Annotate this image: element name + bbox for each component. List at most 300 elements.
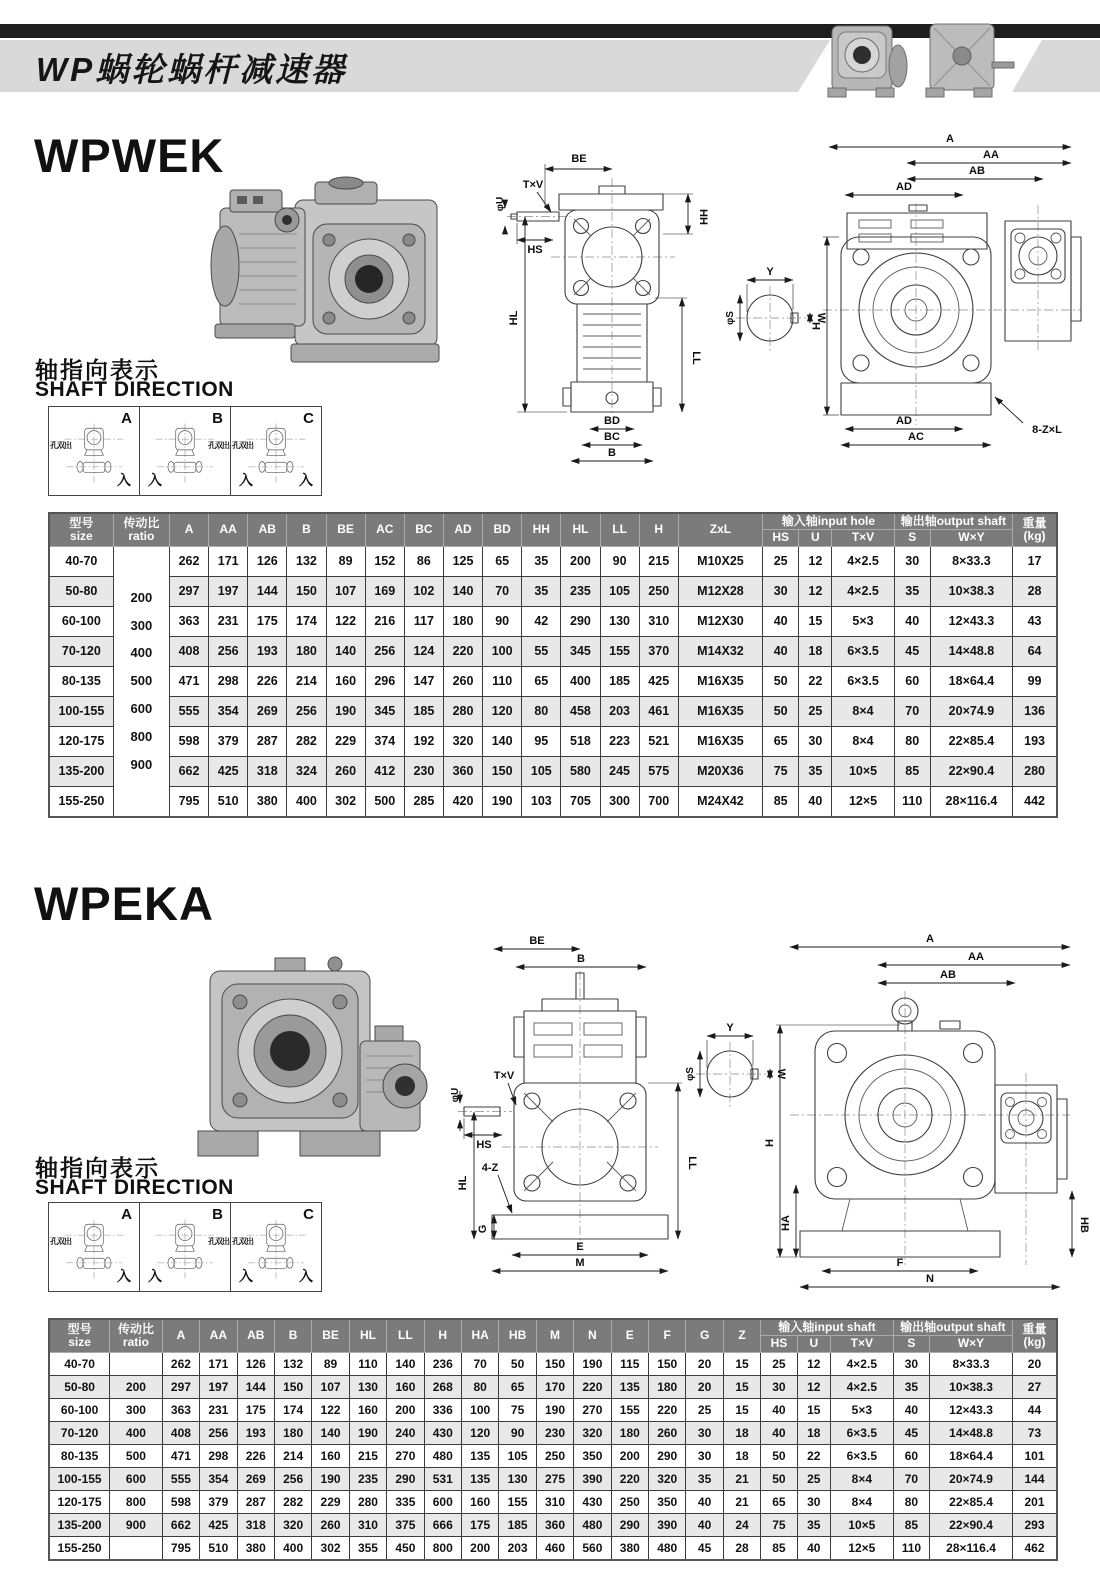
table-cell: 10×38.3 bbox=[930, 1375, 1013, 1398]
table-row bbox=[49, 606, 1057, 636]
table-cell: 256 bbox=[287, 696, 326, 726]
table-cell: 171 bbox=[209, 546, 248, 576]
wpwek-side-view-drawing bbox=[811, 133, 1085, 458]
table-cell: 666 bbox=[424, 1513, 461, 1536]
table-cell: 380 bbox=[248, 786, 287, 817]
dim-column-header: BD bbox=[483, 513, 522, 546]
output-sub-header: S bbox=[894, 530, 930, 546]
table-cell: 95 bbox=[522, 726, 561, 756]
size-cell: 40-70 bbox=[49, 1352, 110, 1375]
table-cell: 22×85.4 bbox=[930, 1490, 1013, 1513]
input-sub-header: T×V bbox=[830, 1336, 893, 1352]
table-cell: 40 bbox=[761, 1398, 797, 1421]
table-cell: 28 bbox=[1013, 576, 1057, 606]
dim-label-hs: HS bbox=[527, 244, 543, 256]
table-cell: 480 bbox=[649, 1536, 686, 1560]
table-cell: 302 bbox=[312, 1536, 349, 1560]
table-cell: 28 bbox=[723, 1536, 760, 1560]
table-cell: 197 bbox=[200, 1375, 237, 1398]
input-label: 入 bbox=[148, 1268, 162, 1284]
table-cell: 30 bbox=[799, 726, 832, 756]
table-cell: 40 bbox=[893, 1398, 929, 1421]
size-cell: 60-100 bbox=[49, 1398, 110, 1421]
table-cell: 296 bbox=[365, 666, 404, 696]
dim-column-header: B bbox=[287, 513, 326, 546]
table-cell: 160 bbox=[312, 1444, 349, 1467]
dim-label-n: N bbox=[926, 1273, 934, 1285]
table-cell: 231 bbox=[209, 606, 248, 636]
table-cell: 102 bbox=[404, 576, 443, 606]
size-cell: 50-80 bbox=[49, 1375, 110, 1398]
table-cell: 30 bbox=[797, 1490, 830, 1513]
table-cell: M12X30 bbox=[678, 606, 762, 636]
dim-label-h: H bbox=[764, 1139, 776, 1147]
table-cell: 50 bbox=[763, 696, 799, 726]
table-cell: 287 bbox=[237, 1490, 274, 1513]
table-cell: 280 bbox=[349, 1490, 386, 1513]
dim-column-header: H bbox=[424, 1319, 461, 1352]
table-cell: 280 bbox=[1013, 756, 1057, 786]
section-title-wpeka: WPEKA bbox=[34, 877, 214, 930]
table-cell: 290 bbox=[649, 1444, 686, 1467]
table-cell: 75 bbox=[761, 1513, 797, 1536]
table-row bbox=[49, 1536, 1057, 1560]
table-cell: 5×3 bbox=[830, 1398, 893, 1421]
table-cell: 229 bbox=[326, 726, 365, 756]
table-cell: 155 bbox=[600, 636, 639, 666]
table-cell: 379 bbox=[200, 1490, 237, 1513]
table-cell: 25 bbox=[799, 696, 832, 726]
table-cell: 25 bbox=[763, 546, 799, 576]
table-cell: 85 bbox=[893, 1513, 929, 1536]
table-cell: 345 bbox=[365, 696, 404, 726]
table-cell: 256 bbox=[200, 1421, 237, 1444]
input-label: 入 bbox=[299, 472, 313, 488]
table-cell: 150 bbox=[274, 1375, 311, 1398]
table-cell: 555 bbox=[162, 1467, 199, 1490]
table-cell: 200 bbox=[611, 1444, 648, 1467]
table-cell: 471 bbox=[162, 1444, 199, 1467]
dim-column-header: HH bbox=[522, 513, 561, 546]
table-cell: 110 bbox=[483, 666, 522, 696]
table-cell: 89 bbox=[312, 1352, 349, 1375]
size-cell: 120-175 bbox=[49, 1490, 110, 1513]
table-cell: 354 bbox=[209, 696, 248, 726]
table-cell: 21 bbox=[723, 1490, 760, 1513]
table-cell: 461 bbox=[639, 696, 678, 726]
table-cell: 50 bbox=[763, 666, 799, 696]
dim-label-b: B bbox=[608, 447, 616, 459]
size-cell: 80-135 bbox=[49, 666, 113, 696]
ratio-cell: 400 bbox=[110, 1421, 163, 1444]
table-cell: M12X28 bbox=[678, 576, 762, 606]
table-cell: 268 bbox=[424, 1375, 461, 1398]
table-cell: 193 bbox=[1013, 726, 1057, 756]
dim-label-phis: φS bbox=[725, 311, 736, 325]
wpeka-dimension-table bbox=[48, 1318, 1058, 1561]
shaft-direction-cell-b bbox=[140, 407, 231, 495]
table-cell: 80 bbox=[894, 726, 930, 756]
table-cell: 99 bbox=[1013, 666, 1057, 696]
table-cell: 8×4 bbox=[830, 1467, 893, 1490]
table-cell: 150 bbox=[649, 1352, 686, 1375]
size-column-header: 型号 size bbox=[49, 513, 113, 546]
table-cell: 45 bbox=[686, 1536, 723, 1560]
table-cell: 15 bbox=[723, 1398, 760, 1421]
shaft-direction-cell-c bbox=[231, 407, 321, 495]
table-cell: 302 bbox=[326, 786, 365, 817]
table-cell: 35 bbox=[797, 1513, 830, 1536]
table-cell: 30 bbox=[686, 1444, 723, 1467]
dim-column-header: AA bbox=[200, 1319, 237, 1352]
dim-column-header: HL bbox=[561, 513, 600, 546]
table-cell: 290 bbox=[561, 606, 600, 636]
table-cell: 298 bbox=[209, 666, 248, 696]
table-cell: 230 bbox=[404, 756, 443, 786]
table-cell: 70 bbox=[483, 576, 522, 606]
table-cell: 310 bbox=[639, 606, 678, 636]
shaft-direction-en-wpeka: SHAFT DIRECTION bbox=[35, 1176, 234, 1199]
table-cell: 126 bbox=[237, 1352, 274, 1375]
dim-label-ll: LL bbox=[690, 351, 702, 365]
table-cell: 355 bbox=[349, 1536, 386, 1560]
table-cell: 175 bbox=[248, 606, 287, 636]
dim-label-8zxl: 8-Z×L bbox=[1032, 424, 1062, 436]
table-cell: 40 bbox=[763, 606, 799, 636]
table-cell: 174 bbox=[287, 606, 326, 636]
dim-column-header: A bbox=[162, 1319, 199, 1352]
table-cell: 8×4 bbox=[830, 1490, 893, 1513]
table-cell: 471 bbox=[169, 666, 208, 696]
table-cell: 20 bbox=[686, 1375, 723, 1398]
table-cell: 20×74.9 bbox=[930, 1467, 1013, 1490]
input-group-header: 输入轴input hole bbox=[763, 513, 895, 530]
table-cell: 531 bbox=[424, 1467, 461, 1490]
table-cell: 442 bbox=[1013, 786, 1057, 817]
table-cell: 220 bbox=[574, 1375, 611, 1398]
wpeka-product-image bbox=[180, 946, 435, 1168]
table-cell: 35 bbox=[522, 546, 561, 576]
table-cell: 75 bbox=[499, 1398, 536, 1421]
table-cell: 226 bbox=[248, 666, 287, 696]
dim-label-hh: HH bbox=[697, 209, 709, 225]
dim-column-header: F bbox=[649, 1319, 686, 1352]
table-cell: 240 bbox=[387, 1421, 424, 1444]
table-cell: 8×4 bbox=[832, 696, 894, 726]
table-cell: 110 bbox=[894, 786, 930, 817]
table-cell: 90 bbox=[600, 546, 639, 576]
table-cell: 120 bbox=[461, 1421, 498, 1444]
table-row bbox=[49, 756, 1057, 786]
shaft-direction-label: C bbox=[303, 410, 314, 427]
table-cell: 420 bbox=[443, 786, 482, 817]
table-cell: 350 bbox=[649, 1490, 686, 1513]
table-row bbox=[49, 546, 1057, 576]
table-cell: 260 bbox=[326, 756, 365, 786]
table-cell: 101 bbox=[1012, 1444, 1057, 1467]
table-cell: 600 bbox=[424, 1490, 461, 1513]
table-cell: 245 bbox=[600, 756, 639, 786]
table-cell: 14×48.8 bbox=[930, 1421, 1013, 1444]
table-cell: 124 bbox=[404, 636, 443, 666]
table-cell: 360 bbox=[536, 1513, 573, 1536]
table-cell: 518 bbox=[561, 726, 600, 756]
table-cell: 35 bbox=[799, 756, 832, 786]
table-cell: 35 bbox=[522, 576, 561, 606]
table-cell: 40 bbox=[761, 1421, 797, 1444]
table-cell: 132 bbox=[287, 546, 326, 576]
table-cell: 705 bbox=[561, 786, 600, 817]
shaft-direction-cell-b bbox=[140, 1203, 231, 1291]
output-sub-header: W×Y bbox=[930, 530, 1012, 546]
ratio-cell: 200 bbox=[110, 1375, 163, 1398]
dim-column-header: A bbox=[169, 513, 208, 546]
dim-column-header: BC bbox=[404, 513, 443, 546]
table-cell: 125 bbox=[443, 546, 482, 576]
table-cell: 510 bbox=[209, 786, 248, 817]
table-cell: 103 bbox=[522, 786, 561, 817]
hole-output-label: 孔双出 bbox=[50, 1237, 71, 1246]
shaft-direction-cell-c bbox=[231, 1203, 321, 1291]
table-cell: 105 bbox=[600, 576, 639, 606]
table-cell: 18 bbox=[799, 636, 832, 666]
dim-column-header: BE bbox=[312, 1319, 349, 1352]
table-cell: 122 bbox=[312, 1398, 349, 1421]
table-cell: 140 bbox=[326, 636, 365, 666]
table-cell: 120 bbox=[483, 696, 522, 726]
table-cell: 65 bbox=[499, 1375, 536, 1398]
table-cell: 390 bbox=[649, 1513, 686, 1536]
table-cell: 320 bbox=[649, 1467, 686, 1490]
dim-label-be: BE bbox=[571, 153, 587, 165]
table-cell: 174 bbox=[274, 1398, 311, 1421]
hole-output-label: 孔双出 bbox=[208, 1237, 229, 1246]
table-cell: 408 bbox=[162, 1421, 199, 1444]
table-cell: 150 bbox=[287, 576, 326, 606]
table-cell: 262 bbox=[162, 1352, 199, 1375]
table-cell: 310 bbox=[349, 1513, 386, 1536]
table-cell: 100 bbox=[483, 636, 522, 666]
table-cell: 4×2.5 bbox=[830, 1375, 893, 1398]
table-cell: 144 bbox=[248, 576, 287, 606]
input-sub-header: HS bbox=[761, 1336, 797, 1352]
table-cell: 105 bbox=[522, 756, 561, 786]
table-cell: 12 bbox=[797, 1352, 830, 1375]
dim-label-phiu: φU bbox=[450, 1087, 461, 1103]
table-cell: 260 bbox=[649, 1421, 686, 1444]
table-row bbox=[49, 1467, 1057, 1490]
dim-column-header: Z bbox=[723, 1319, 760, 1352]
table-cell: 185 bbox=[600, 666, 639, 696]
table-cell: 27 bbox=[1012, 1375, 1057, 1398]
dim-label-ac: AC bbox=[908, 431, 924, 443]
table-cell: 310 bbox=[536, 1490, 573, 1513]
table-cell: 298 bbox=[200, 1444, 237, 1467]
shaft-direction-en-wpwek: SHAFT DIRECTION bbox=[35, 378, 234, 401]
table-cell: 230 bbox=[536, 1421, 573, 1444]
table-cell: 135 bbox=[461, 1467, 498, 1490]
input-sub-header: U bbox=[799, 530, 832, 546]
size-cell: 155-250 bbox=[49, 1536, 110, 1560]
table-cell: 412 bbox=[365, 756, 404, 786]
table-cell: 575 bbox=[639, 756, 678, 786]
table-cell: 35 bbox=[893, 1375, 929, 1398]
table-cell: 160 bbox=[326, 666, 365, 696]
table-cell: 130 bbox=[499, 1467, 536, 1490]
table-cell: 70 bbox=[893, 1467, 929, 1490]
size-cell: 70-120 bbox=[49, 636, 113, 666]
table-cell: 450 bbox=[387, 1536, 424, 1560]
table-cell: 15 bbox=[723, 1352, 760, 1375]
table-cell: 107 bbox=[312, 1375, 349, 1398]
table-cell: 22 bbox=[799, 666, 832, 696]
wpeka-front-view-drawing bbox=[450, 933, 705, 1283]
dim-label-ad-top: AD bbox=[896, 181, 912, 193]
table-cell: 192 bbox=[404, 726, 443, 756]
table-cell: 15 bbox=[797, 1398, 830, 1421]
table-cell: 65 bbox=[483, 546, 522, 576]
table-cell: 126 bbox=[248, 546, 287, 576]
table-cell: 220 bbox=[611, 1467, 648, 1490]
table-cell: 700 bbox=[639, 786, 678, 817]
table-cell: 425 bbox=[209, 756, 248, 786]
dim-label-ab: AB bbox=[940, 969, 956, 981]
table-cell: 180 bbox=[611, 1421, 648, 1444]
table-cell: 21 bbox=[723, 1467, 760, 1490]
dim-column-header: H bbox=[639, 513, 678, 546]
shaft-direction-label: A bbox=[121, 1206, 132, 1223]
table-cell: 185 bbox=[404, 696, 443, 726]
table-cell: M16X35 bbox=[678, 726, 762, 756]
table-cell: 269 bbox=[237, 1467, 274, 1490]
dim-label-be: BE bbox=[529, 935, 545, 947]
table-cell: 375 bbox=[387, 1513, 424, 1536]
table-cell: 380 bbox=[237, 1536, 274, 1560]
table-cell: 290 bbox=[611, 1513, 648, 1536]
table-cell: 425 bbox=[200, 1513, 237, 1536]
table-cell: 10×38.3 bbox=[930, 576, 1012, 606]
table-cell: 25 bbox=[797, 1467, 830, 1490]
table-cell: 28×116.4 bbox=[930, 1536, 1013, 1560]
table-cell: 40 bbox=[763, 636, 799, 666]
dim-column-header: HB bbox=[499, 1319, 536, 1352]
table-cell: 15 bbox=[799, 606, 832, 636]
table-cell: 30 bbox=[763, 576, 799, 606]
table-cell: 155 bbox=[499, 1490, 536, 1513]
table-cell: 318 bbox=[248, 756, 287, 786]
dim-column-header: E bbox=[611, 1319, 648, 1352]
table-cell: 200 bbox=[461, 1536, 498, 1560]
table-cell: 80 bbox=[461, 1375, 498, 1398]
table-cell: 598 bbox=[169, 726, 208, 756]
input-sub-header: HS bbox=[763, 530, 799, 546]
table-cell: 193 bbox=[237, 1421, 274, 1444]
table-cell: 147 bbox=[404, 666, 443, 696]
table-cell: 180 bbox=[287, 636, 326, 666]
table-cell: 480 bbox=[424, 1444, 461, 1467]
table-cell: 345 bbox=[561, 636, 600, 666]
table-cell: 115 bbox=[611, 1352, 648, 1375]
table-cell: M24X42 bbox=[678, 786, 762, 817]
table-cell: 203 bbox=[499, 1536, 536, 1560]
dim-label-e: E bbox=[576, 1241, 584, 1253]
table-cell: 6×3.5 bbox=[830, 1444, 893, 1467]
input-label: 入 bbox=[239, 1268, 253, 1284]
table-cell: 430 bbox=[574, 1490, 611, 1513]
input-label: 入 bbox=[299, 1268, 313, 1284]
table-cell: 100 bbox=[461, 1398, 498, 1421]
table-cell: 270 bbox=[574, 1398, 611, 1421]
size-cell: 80-135 bbox=[49, 1444, 110, 1467]
output-sub-header: W×Y bbox=[930, 1336, 1013, 1352]
ratio-cell: 800 bbox=[110, 1490, 163, 1513]
table-cell: 12 bbox=[797, 1375, 830, 1398]
table-cell: 280 bbox=[443, 696, 482, 726]
table-cell: 144 bbox=[1012, 1467, 1057, 1490]
dim-label-txv: T×V bbox=[522, 179, 544, 191]
table-cell: 297 bbox=[169, 576, 208, 606]
dim-label-ha: HA bbox=[780, 1215, 792, 1231]
table-cell: 800 bbox=[424, 1536, 461, 1560]
table-cell: 320 bbox=[443, 726, 482, 756]
size-cell: 120-175 bbox=[49, 726, 113, 756]
table-cell: 86 bbox=[404, 546, 443, 576]
dim-label-ab: AB bbox=[969, 165, 985, 177]
table-cell: 130 bbox=[349, 1375, 386, 1398]
table-row bbox=[49, 1352, 1057, 1375]
table-cell: 14×48.8 bbox=[930, 636, 1012, 666]
output-group-header: 输出轴output shaft bbox=[894, 513, 1012, 530]
table-cell: 130 bbox=[600, 606, 639, 636]
shaft-direction-cn-wpeka: 轴指向表示 bbox=[35, 1155, 160, 1181]
size-cell: 40-70 bbox=[49, 546, 113, 576]
table-cell: 140 bbox=[483, 726, 522, 756]
dim-column-header: ZxL bbox=[678, 513, 762, 546]
dim-label-aa: AA bbox=[968, 951, 984, 963]
table-cell: 379 bbox=[209, 726, 248, 756]
hole-output-label: 孔双出 bbox=[50, 441, 71, 450]
ratio-cell bbox=[110, 1352, 163, 1375]
dim-column-header: LL bbox=[387, 1319, 424, 1352]
table-cell: 270 bbox=[387, 1444, 424, 1467]
table-cell: 363 bbox=[169, 606, 208, 636]
dim-label-b: B bbox=[577, 953, 585, 965]
table-cell: 318 bbox=[237, 1513, 274, 1536]
table-cell: 12 bbox=[799, 546, 832, 576]
table-cell: 28×116.4 bbox=[930, 786, 1012, 817]
table-cell: 200 bbox=[561, 546, 600, 576]
dim-label-a: A bbox=[926, 933, 934, 945]
table-cell: M16X35 bbox=[678, 696, 762, 726]
table-row bbox=[49, 726, 1057, 756]
dim-label-hl: HL bbox=[508, 310, 520, 326]
table-cell: 215 bbox=[349, 1444, 386, 1467]
input-group-header: 输入轴input shaft bbox=[761, 1319, 893, 1336]
table-cell: 374 bbox=[365, 726, 404, 756]
table-cell: 144 bbox=[237, 1375, 274, 1398]
dim-column-header: N bbox=[574, 1319, 611, 1352]
table-cell: M10X25 bbox=[678, 546, 762, 576]
table-cell: 75 bbox=[763, 756, 799, 786]
table-cell: 200 bbox=[387, 1398, 424, 1421]
table-cell: 65 bbox=[763, 726, 799, 756]
dim-column-header: LL bbox=[600, 513, 639, 546]
table-cell: 180 bbox=[649, 1375, 686, 1398]
shaft-direction-cell-a bbox=[49, 1203, 140, 1291]
table-cell: 220 bbox=[649, 1398, 686, 1421]
table-cell: 12×5 bbox=[832, 786, 894, 817]
table-cell: 140 bbox=[312, 1421, 349, 1444]
